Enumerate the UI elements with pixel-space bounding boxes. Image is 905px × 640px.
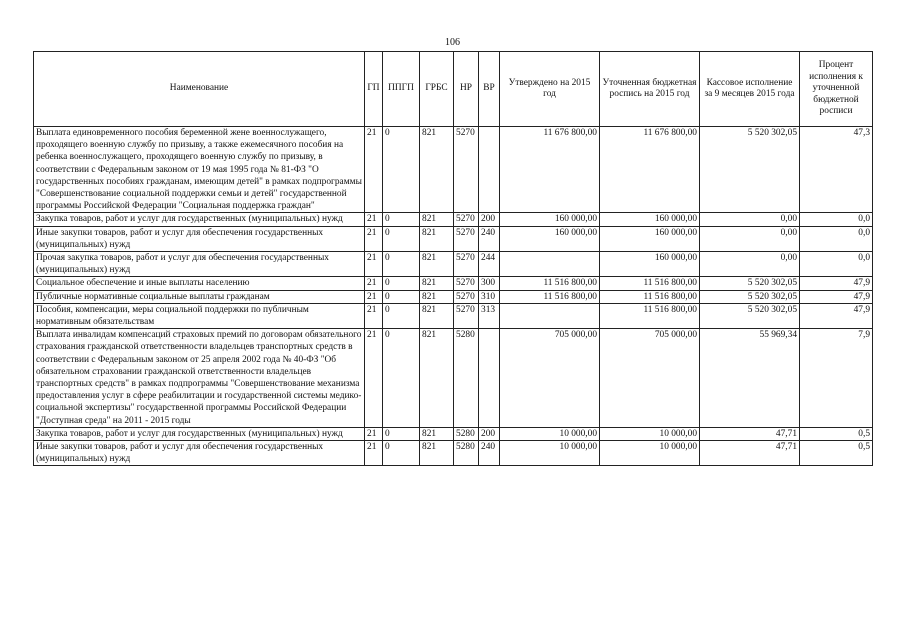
cell-name: Социальное обеспечение и иные выплаты населению: [34, 277, 365, 290]
cell-approved: 705 000,00: [500, 329, 600, 428]
cell-cash: 5 520 302,05: [700, 290, 800, 303]
cell-vr: [479, 329, 500, 428]
cell-ppgp: 0: [383, 127, 420, 213]
cell-grbs: 821: [420, 303, 454, 328]
cell-vr: 310: [479, 290, 500, 303]
cell-np: 5280: [454, 427, 479, 440]
cell-grbs: 821: [420, 213, 454, 226]
cell-grbs: 821: [420, 441, 454, 466]
cell-gp: 21: [365, 290, 383, 303]
cell-approved: 11 676 800,00: [500, 127, 600, 213]
cell-np: 5270: [454, 127, 479, 213]
cell-percent: 47,9: [800, 290, 873, 303]
cell-refined: 10 000,00: [600, 441, 700, 466]
cell-ppgp: 0: [383, 252, 420, 277]
header-cash: Кассовое исполнение за 9 месяцев 2015 года: [700, 52, 800, 127]
cell-cash: 5 520 302,05: [700, 277, 800, 290]
header-grbs: ГРБС: [420, 52, 454, 127]
cell-vr: [479, 127, 500, 213]
table-row: [34, 277, 873, 290]
header-row: [34, 52, 873, 127]
cell-grbs: 821: [420, 252, 454, 277]
cell-refined: 160 000,00: [600, 226, 700, 251]
cell-name: Иные закупки товаров, работ и услуг для обеспечения государственных (муниципальных) нужд: [34, 441, 365, 466]
cell-percent: 0,0: [800, 213, 873, 226]
cell-percent: 0,5: [800, 427, 873, 440]
cell-gp: 21: [365, 252, 383, 277]
cell-cash: 55 969,34: [700, 329, 800, 428]
cell-gp: 21: [365, 127, 383, 213]
cell-gp: 21: [365, 213, 383, 226]
cell-name: Закупка товаров, работ и услуг для государственных (муниципальных) нужд: [34, 213, 365, 226]
page-number: 106: [445, 37, 460, 48]
cell-np: 5270: [454, 277, 479, 290]
cell-approved: 11 516 800,00: [500, 290, 600, 303]
cell-ppgp: 0: [383, 329, 420, 428]
cell-approved: 10 000,00: [500, 441, 600, 466]
cell-gp: 21: [365, 226, 383, 251]
cell-np: 5270: [454, 213, 479, 226]
table-row: [34, 303, 873, 328]
header-ppgp: ППГП: [383, 52, 420, 127]
table-row: [34, 213, 873, 226]
cell-grbs: 821: [420, 277, 454, 290]
cell-name: Иные закупки товаров, работ и услуг для обеспечения государственных (муниципальных) нужд: [34, 226, 365, 251]
cell-percent: 47,3: [800, 127, 873, 213]
cell-percent: 0,0: [800, 252, 873, 277]
table-row: [34, 226, 873, 251]
table-row: [34, 127, 873, 213]
cell-grbs: 821: [420, 427, 454, 440]
cell-cash: 0,00: [700, 226, 800, 251]
cell-refined: 10 000,00: [600, 427, 700, 440]
cell-refined: 160 000,00: [600, 213, 700, 226]
cell-approved: 160 000,00: [500, 213, 600, 226]
cell-percent: 47,9: [800, 303, 873, 328]
cell-vr: 240: [479, 441, 500, 466]
cell-name: Выплата единовременного пособия беременной жене военнослужащего, проходящего военную службу по призыву, а также ежемесячного пособия на ребенка военнослужащего, проходящего военную службу по призыву, в соответствии с Федеральным законом от 19 мая 1995 года № 81-ФЗ "О государственных пособиях гражданам, имеющим детей" в рамках подпрограммы "Совершенствование социальной поддержки семьи и детей" государственной программы Российской Федерации "Социальная поддержка граждан": [34, 127, 365, 213]
cell-percent: 47,9: [800, 277, 873, 290]
table-row: [34, 252, 873, 277]
cell-cash: 5 520 302,05: [700, 303, 800, 328]
cell-gp: 21: [365, 277, 383, 290]
cell-grbs: 821: [420, 329, 454, 428]
cell-ppgp: 0: [383, 226, 420, 251]
cell-cash: 0,00: [700, 252, 800, 277]
cell-cash: 0,00: [700, 213, 800, 226]
header-name: Наименование: [34, 52, 365, 127]
cell-grbs: 821: [420, 290, 454, 303]
header-refined: Уточненная бюджетная роспись на 2015 год: [600, 52, 700, 127]
cell-ppgp: 0: [383, 213, 420, 226]
cell-vr: 200: [479, 427, 500, 440]
cell-percent: 0,5: [800, 441, 873, 466]
cell-ppgp: 0: [383, 303, 420, 328]
cell-approved: 10 000,00: [500, 427, 600, 440]
header-percent: Процент исполнения к уточненной бюджетной росписи: [800, 52, 873, 127]
cell-name: Прочая закупка товаров, работ и услуг для обеспечения государственных (муниципальных) нужд: [34, 252, 365, 277]
cell-np: 5270: [454, 290, 479, 303]
table-row: [34, 441, 873, 466]
header-vr: ВР: [479, 52, 500, 127]
cell-cash: 5 520 302,05: [700, 127, 800, 213]
cell-gp: 21: [365, 303, 383, 328]
cell-grbs: 821: [420, 127, 454, 213]
cell-name: Публичные нормативные социальные выплаты гражданам: [34, 290, 365, 303]
cell-approved: [500, 252, 600, 277]
cell-ppgp: 0: [383, 441, 420, 466]
cell-refined: 11 516 800,00: [600, 290, 700, 303]
cell-np: 5280: [454, 329, 479, 428]
cell-vr: 300: [479, 277, 500, 290]
header-gp: ГП: [365, 52, 383, 127]
cell-vr: 313: [479, 303, 500, 328]
cell-approved: 11 516 800,00: [500, 277, 600, 290]
cell-cash: 47,71: [700, 441, 800, 466]
cell-grbs: 821: [420, 226, 454, 251]
cell-gp: 21: [365, 427, 383, 440]
table-row: [34, 290, 873, 303]
cell-ppgp: 0: [383, 277, 420, 290]
cell-refined: 160 000,00: [600, 252, 700, 277]
cell-percent: 7,9: [800, 329, 873, 428]
budget-table: [33, 51, 873, 466]
cell-refined: 11 516 800,00: [600, 277, 700, 290]
cell-np: 5270: [454, 226, 479, 251]
cell-refined: 11 676 800,00: [600, 127, 700, 213]
cell-np: 5270: [454, 252, 479, 277]
header-approved: Утверждено на 2015 год: [500, 52, 600, 127]
cell-vr: 244: [479, 252, 500, 277]
cell-ppgp: 0: [383, 290, 420, 303]
cell-vr: 240: [479, 226, 500, 251]
cell-ppgp: 0: [383, 427, 420, 440]
cell-name: Пособия, компенсации, меры социальной поддержки по публичным нормативным обязательствам: [34, 303, 365, 328]
cell-refined: 705 000,00: [600, 329, 700, 428]
cell-approved: [500, 303, 600, 328]
cell-np: 5270: [454, 303, 479, 328]
cell-np: 5280: [454, 441, 479, 466]
table-row: [34, 427, 873, 440]
cell-name: Выплата инвалидам компенсаций страховых премий по договорам обязательного страхования гражданской ответственности владельцев транспортных средств в соответствии с Федеральным законом от 25 апреля 2002 года № 40-ФЗ "Об обязательном страховании гражданской ответственности владельцев транспортных средств" в рамках подпрограммы "Совершенствование механизма предоставления услуг в сфере реабилитации и государственной системы медико-социальной экспертизы" государственной программы Российской Федерации "Доступная среда" на 2011 - 2015 годы: [34, 329, 365, 428]
cell-name: Закупка товаров, работ и услуг для государственных (муниципальных) нужд: [34, 427, 365, 440]
table-row: [34, 329, 873, 428]
cell-cash: 47,71: [700, 427, 800, 440]
cell-percent: 0,0: [800, 226, 873, 251]
cell-vr: 200: [479, 213, 500, 226]
header-np: НР: [454, 52, 479, 127]
cell-approved: 160 000,00: [500, 226, 600, 251]
cell-gp: 21: [365, 329, 383, 428]
cell-gp: 21: [365, 441, 383, 466]
cell-refined: 11 516 800,00: [600, 303, 700, 328]
